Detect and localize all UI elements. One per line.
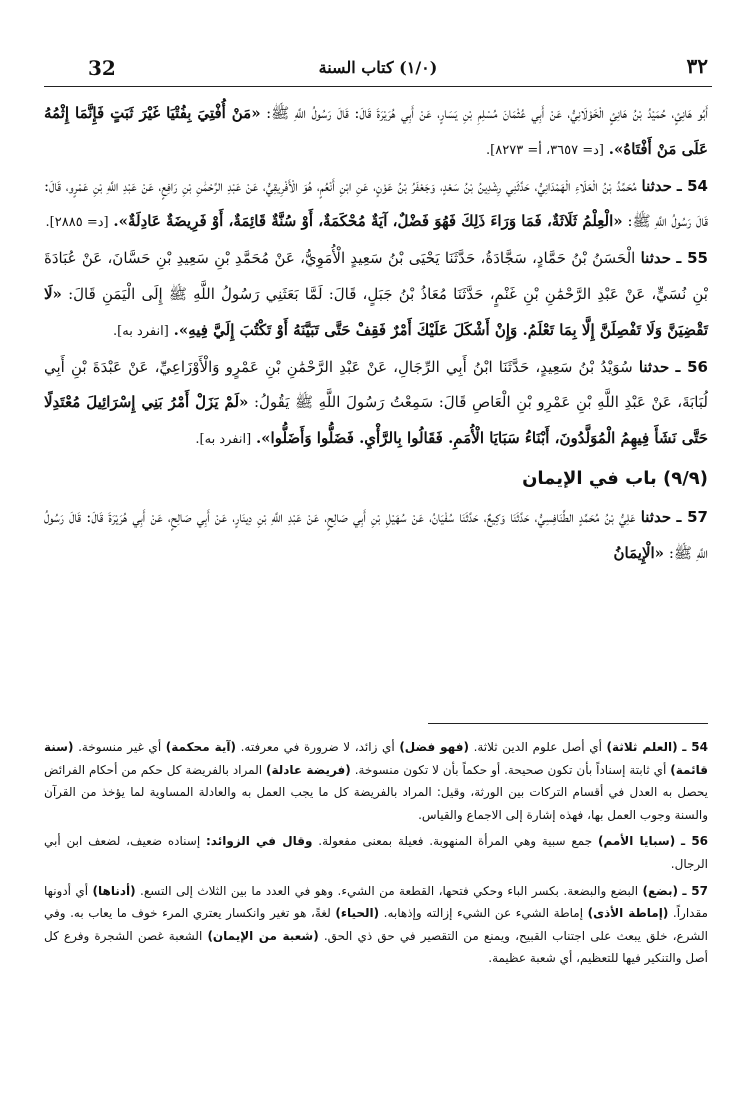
haddathana-word: حدثنا	[640, 249, 672, 268]
matn-text: «لَمْ يَزَلْ أَمْرُ بَنِي إِسْرَائِيلَ مُعْتَدِلًا حَتَّى نَشَأَ فِيهِمُ الْمُوَلَّدُونَ، أَبْنَاءُ سَبَايَا الْأُمَمِ. فَقَالُوا بِالرَّأْيِ. فَضَلُّوا وَأَضَلُّوا».	[44, 393, 708, 448]
page-number-latin: 32	[88, 56, 116, 80]
hadith-55	[44, 241, 708, 349]
page-header	[44, 52, 712, 87]
hadith-number: 55 ـ	[676, 249, 708, 268]
footnote-text: البضع والبضعة. بكسر الباء وحكي فتحها، القطعة من الشيء. وهو في العدد ما بين الثلاث إلى التسع.	[140, 883, 639, 898]
footnote-text: أي زائد، لا ضرورة في معرفته.	[240, 740, 395, 754]
isnad-text: مُحَمَّدُ بْنُ الْعَلَاءِ الْهَمْدَانِيُّ، حَدَّثَنِي رِشْدِينُ بْنُ سَعْدٍ، وَجَعْفَرُ بْنُ عَوْنٍ، عَنِ ابْنِ أَنْعُمٍ، هُوَ الْأَفْرِيقِيُّ، عَنْ عَبْدِ الرَّحْمَٰنِ بْنِ رَافِعٍ، عَنْ عَبْدِ اللَّهِ بْنِ عَمْرٍو، قَالَ: قَالَ رَسُولُ اللَّهِ ﷺ:	[44, 176, 708, 231]
footnote-divider	[428, 723, 708, 724]
page-number-arabic: ٣٢	[686, 54, 708, 78]
matn-text: «الْإِيمَانُ	[613, 543, 665, 562]
isnad-text: عَلِيُّ بْنُ مُحَمَّدٍ الطَّنَافِسِيُّ، حَدَّثَنَا وَكِيعٌ، حَدَّثَنَا سُفْيَانُ، عَنْ سُهَيْلِ بْنِ أَبِي صَالِحٍ، عَنْ عَبْدِ اللَّهِ بْنِ دِينَارٍ، عَنْ أَبِي صَالِحٍ، عَنْ أَبِي هُرَيْرَةَ قَالَ: قَالَ رَسُولُ اللَّهِ ﷺ:	[44, 507, 708, 562]
footnote-text: الشعبة غصن الشجرة وفرع كل أصل والتنكير فيها للتعظيم، أي شعبة عظيمة.	[44, 928, 708, 966]
footnote-56	[44, 830, 708, 875]
haddathana-word: حدثنا	[641, 176, 672, 195]
chapter-title: (٩/٩) باب في الإيمان	[522, 467, 708, 489]
footnotes	[44, 736, 708, 974]
footnote-text: لغةً، هو تغير وانكسار يعتري المرء خوف ما يعاب به. وفي الشرع، خلق يبعث على اجتناب القبيح، ويمنع من التقصير في حق ذي الحق.	[44, 906, 708, 943]
footnote-number: 56 ـ	[681, 834, 709, 849]
isnad-text: الْحَسَنُ بْنُ حَمَّادٍ، سَجَّادَةُ، حَدَّثَنَا يَحْيَى بْنُ سَعِيدٍ الْأُمَوِيُّ، عَنْ مُحَمَّدِ بْنِ سَعِيدِ بْنِ حَسَّانَ، عَنْ عُبَادَةَ بْنِ نُسَيٍّ، عَنْ عَبْدِ الرَّحْمَٰنِ بْنِ غَنْمٍ، حَدَّثَنَا مُعَاذُ بْنُ جَبَلٍ، قَالَ: لَمَّا بَعَثَنِي رَسُولُ اللَّهِ ﷺ إِلَى الْيَمَنِ قَالَ:	[44, 249, 708, 303]
footnote-term: (أدناها)	[92, 883, 136, 898]
hadith-56	[44, 350, 708, 458]
matn-text: «الْعِلْمُ ثَلَاثَةٌ، فَمَا وَرَاءَ ذَلِكَ فَهُوَ فَضْلٌ، آيَةٌ مُحْكَمَةٌ، أَوْ سُنَّةٌ قَائِمَةٌ، أَوْ فَرِيضَةٌ عَادِلَةٌ».	[113, 212, 623, 231]
footnote-text: أي ثابتة إسناداً بأن تكون صحيحة. أو حكماً بأن لا تكون منسوخة.	[354, 762, 667, 777]
hadith-number: 56 ـ	[675, 357, 708, 376]
footnote-term: (فهو فضل)	[399, 740, 469, 754]
footnote-term: (بضع)	[642, 883, 678, 898]
footnote-text: إماطة الشيء عن الشيء إزالته وإذهابه.	[383, 906, 584, 921]
hadith-number: 57 ـ	[676, 507, 708, 526]
haddathana-word: حدثنا	[640, 507, 672, 526]
footnote-term: وقال في الزوائد:	[205, 834, 313, 849]
matn-text: «مَنْ أُفْتِيَ بِفُتْيَا غَيْرَ ثَبَتٍ فَإِنَّمَا إِثْمُهُ عَلَى مَنْ أَفْتَاهُ».	[44, 104, 708, 158]
isnad-text: أَبُو هَانِئٍ، حُمَيْدُ بْنُ هَانِئٍ الْخَوْلَانِيُّ، عَنْ أَبِي عُثْمَانَ مُسْلِمِ بْنِ يَسَارٍ، عَنْ أَبِي هُرَيْرَةَ قَالَ: قَالَ رَسُولُ اللَّهِ ﷺ:	[266, 104, 708, 122]
reference: [انفرد به].	[195, 432, 252, 448]
hadith-number: 54 ـ	[676, 176, 708, 195]
reference: [د= ٣٦٥٧، أ= ٨٢٧٣].	[486, 142, 604, 158]
footnote-number: 54 ـ	[682, 740, 708, 754]
footnote-term: (شعبة من الإيمان)	[207, 928, 319, 943]
footnote-text: أي غير منسوخة.	[78, 740, 162, 754]
matn-text: «لَا تَقْضِيَنَّ وَلَا تَفْصِلَنَّ إِلَّا بِمَا تَعْلَمُ. وَإِنْ أَشْكَلَ عَلَيْكَ أَمْرٌ فَقِفْ حَتَّى تَبَيَّنَهُ أَوْ تَكْتُبَ إِلَيَّ فِيهِ».	[44, 284, 708, 339]
footnote-term: (فريضة عادلة)	[265, 762, 351, 777]
footnote-number: 57 ـ	[682, 883, 708, 898]
hadith-54	[44, 169, 708, 242]
footnote-text: إسناده ضعيف، لضعف ابن أبي الرجال.	[44, 834, 708, 871]
footnote-term: (سبايا الأمم)	[597, 834, 676, 849]
footnote-term: (إماطة الأذى)	[587, 906, 669, 921]
isnad-text: سُوَيْدُ بْنُ سَعِيدٍ، حَدَّثَنَا ابْنُ أَبِي الرِّجَالِ، عَنْ عَبْدِ الرَّحْمَٰنِ بْنِ عَمْرٍو وَالْأَوْزَاعِيِّ، عَنْ عَبْدَةَ بْنِ أَبِي لُبَابَةَ، عَنْ عَبْدِ اللَّهِ بْنِ عَمْرِو بْنِ الْعَاصِ قَالَ: سَمِعْتُ رَسُولَ اللَّهِ ﷺ يَقُولُ:	[44, 357, 708, 412]
footnote-term: (الحياء)	[335, 906, 380, 921]
haddathana-word: حدثنا	[638, 357, 670, 376]
main-text	[44, 96, 708, 572]
hadith-continuation	[44, 96, 708, 169]
footnote-54	[44, 736, 708, 826]
footnote-text: أي أدونها مقداراً.	[44, 883, 708, 921]
footnote-57	[44, 880, 708, 970]
running-title: (١/٠) كتاب السنة	[318, 58, 438, 77]
hadith-57	[44, 500, 708, 572]
footnote-text: جمع سبية وهي المرأة المنهوبة. فعيلة بمعنى مفعولة.	[318, 834, 593, 849]
footnote-term: (العلم ثلاثة)	[606, 740, 678, 754]
reference: [د= ٢٨٨٥].	[45, 215, 109, 231]
footnote-text: المراد بالفريضة كل حكم من أحكام الفرائض يحصل به العدل في أقسام التركات بين الورثة، وقيل: المراد بالفريضة كل ما يجب العمل به والعادلة المساوية لما يؤخذ من القرآن والسنة وجوب العمل بها، فهذه إشارة إلى الاجماع والقياس.	[44, 762, 708, 822]
reference: [انفرد به].	[113, 323, 169, 339]
footnote-term: (سنة قائمة)	[44, 740, 708, 777]
footnote-text: أي أصل علوم الدين ثلاثة.	[473, 740, 602, 754]
footnote-term: (آية محكمة)	[165, 740, 236, 754]
